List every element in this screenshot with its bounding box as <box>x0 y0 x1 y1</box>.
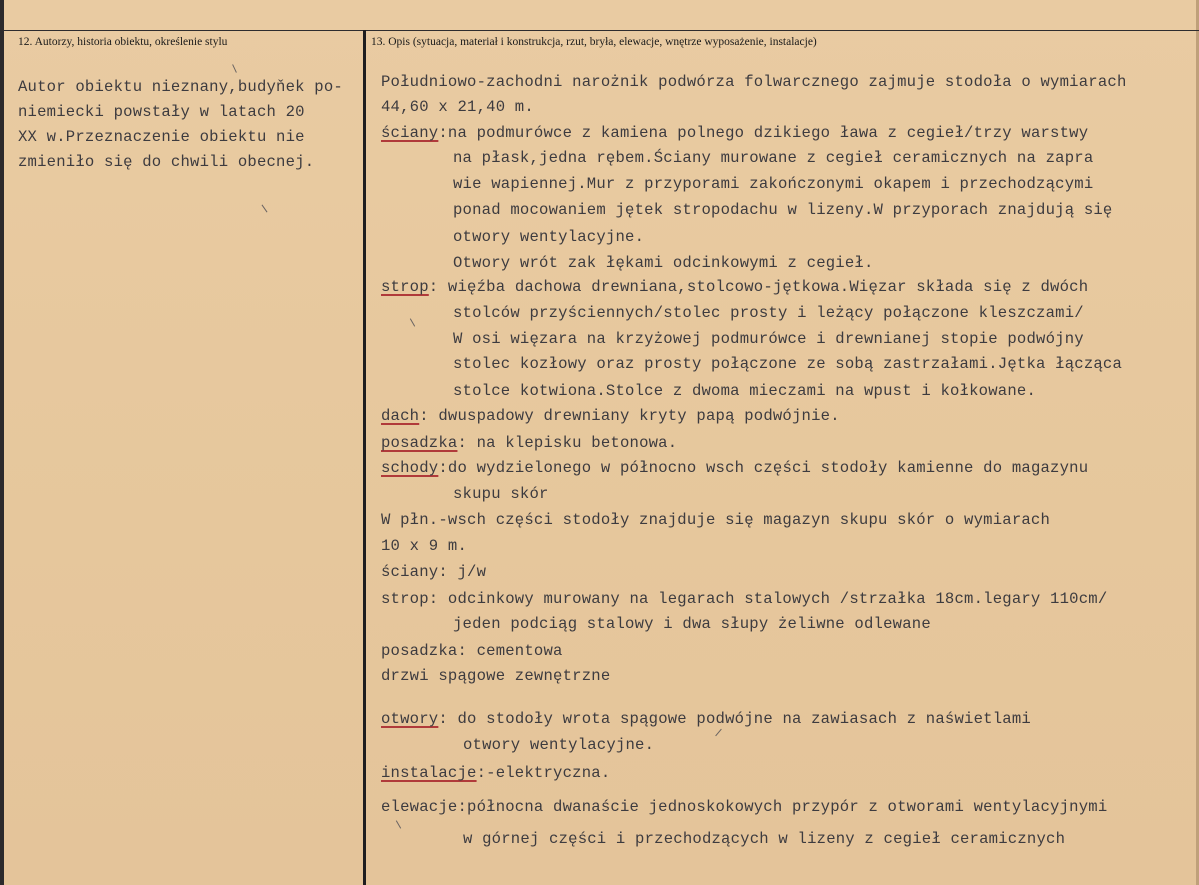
right-text-line: ściany: j/w <box>381 563 487 581</box>
right-text-line: schody:do wydzielonego w północno wsch części stodoły kamienne do magazynu <box>381 459 1089 477</box>
right-text-line: dach: dwuspadowy drewniany kryty papą podwójnie. <box>381 407 840 425</box>
pencil-tick <box>410 318 415 326</box>
right-text-line: W osi więzara na krzyżowej podmurówce i drewnianej stopie podwójny <box>453 330 1084 348</box>
right-text-line: Otwory wrót zak łękami odcinkowymi z cegieł. <box>453 254 874 272</box>
right-text-line: strop: odcinkowy murowany na legarach stalowych /strzałka 18cm.legary 110cm/ <box>381 590 1108 608</box>
right-text-line: 44,60 x 21,40 m. <box>381 98 534 116</box>
section-12-header: 12. Autorzy, historia obiektu, określenie stylu <box>18 36 228 48</box>
right-text-line: wie wapiennej.Mur z przyporami zakończonymi okapem i przechodzącymi <box>453 175 1094 193</box>
right-text-line: instalacje:-elektryczna. <box>381 764 611 782</box>
section-13-header: 13. Opis (sytuacja, materiał i konstrukcja, rzut, bryła, elewacje, wnętrze wyposażenie, instalacje) <box>371 36 817 48</box>
left-text-line: XX w.Przeznaczenie obiektu nie <box>18 128 305 146</box>
right-text-line: skupu skór <box>453 485 549 503</box>
pencil-tick <box>396 820 401 828</box>
right-text-line: otwory wentylacyjne. <box>463 736 655 754</box>
right-text-line: ściany:na podmurówce z kamiena polnego dzikiego ława z cegieł/trzy warstwy <box>381 124 1089 142</box>
left-text-line: niemiecki powstały w latach 20 <box>18 103 305 121</box>
right-text-line: otwory: do stodoły wrota spągowe podwójne na zawiasach z naświetlami <box>381 710 1031 728</box>
right-text-line: stolce kotwiona.Stolce z dwoma mieczami na wpust i kołkowane. <box>453 382 1037 400</box>
left-edge-border <box>0 0 4 885</box>
right-text-line: jeden podciąg stalowy i dwa słupy żeliwne odlewane <box>453 615 931 633</box>
left-text-line: zmieniło się do chwili obecnej. <box>18 153 315 171</box>
header-rule <box>4 30 1199 31</box>
right-text-line: posadzka: na klepisku betonowa. <box>381 434 678 452</box>
right-text-line: posadzka: cementowa <box>381 642 563 660</box>
column-divider <box>363 30 366 885</box>
right-text-line: stolec kozłowy oraz prosty połączone ze sobą zastrzałami.Jętka łącząca <box>453 355 1123 373</box>
right-text-line: na płask,jedna rębem.Ściany murowane z cegieł ceramicznych na zapra <box>453 149 1094 167</box>
right-text-line: stolców przyściennych/stolec prosty i leżący połączone kleszczami/ <box>453 304 1084 322</box>
right-text-line: drzwi spągowe zewnętrzne <box>381 667 611 685</box>
right-text-line: w górnej części i przechodzących w lizeny z cegieł ceramicznych <box>463 830 1066 848</box>
pencil-tick <box>232 64 237 73</box>
right-text-line: ponad mocowaniem jętek stropodachu w lizeny.W przyporach znajdują się <box>453 201 1113 219</box>
right-text-line: strop: więźba dachowa drewniana,stolcowo-jętkowa.Więzar składa się z dwóch <box>381 278 1089 296</box>
right-text-line: Południowo-zachodni narożnik podwórza folwarcznego zajmuje stodoła o wymiarach <box>381 73 1127 91</box>
right-text-line: W płn.-wsch części stodoły znajduje się magazyn skupu skór o wymiarach <box>381 511 1051 529</box>
pencil-tick <box>715 729 722 737</box>
right-text-line: elewacje:północna dwanaście jednoskokowych przypór z otworami wentylacyjnymi <box>381 798 1108 816</box>
pencil-tick <box>262 205 268 213</box>
right-text-line: otwory wentylacyjne. <box>453 228 645 246</box>
left-text-line: Autor obiektu nieznany,budyňek po- <box>18 78 343 96</box>
right-text-line: 10 x 9 m. <box>381 537 468 555</box>
